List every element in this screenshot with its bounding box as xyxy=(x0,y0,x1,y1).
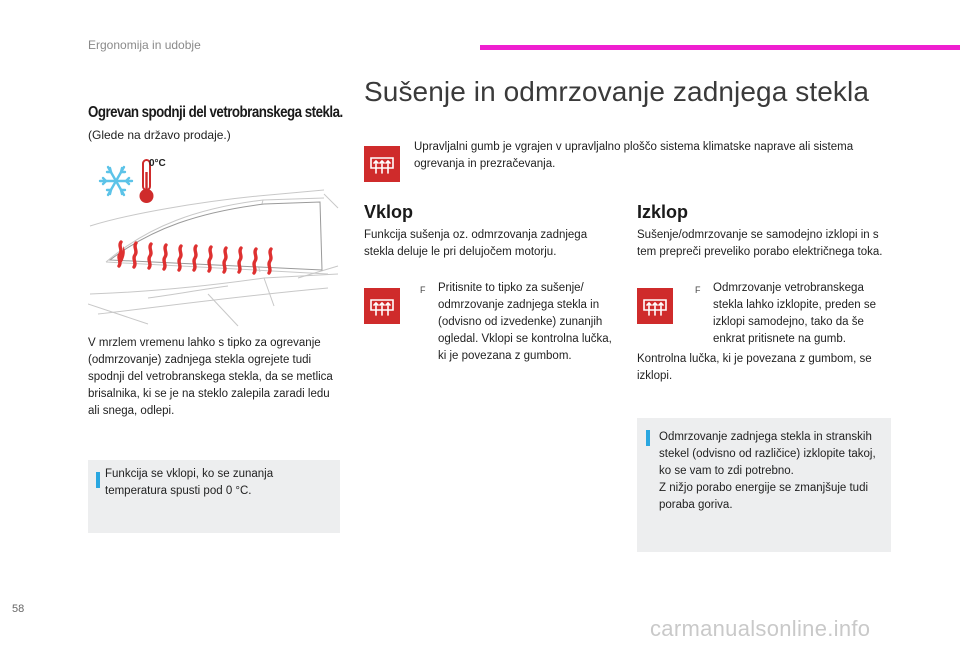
info-marker xyxy=(646,430,650,446)
izklop-after: Kontrolna lučka, ki je povezana z gumbom, se izklopi. xyxy=(637,353,872,382)
site-watermark: carmanualsonline.info xyxy=(650,616,871,641)
rear-defrost-icon xyxy=(364,146,400,182)
rear-defrost-glyph xyxy=(642,295,668,317)
izklop-title: Izklop xyxy=(637,202,689,222)
rear-defrost-button-icon-on xyxy=(364,288,400,324)
heated-windscreen-title: Ogrevan spodnji del vetrobranskega stekla. xyxy=(88,104,343,121)
izklop-text: Sušenje/odmrzovanje se samodejno izklopi in s tem prepreči preveliko porabo električnega toka. xyxy=(637,229,883,258)
info-box-energy xyxy=(637,418,891,552)
vklop-step: Pritisnite to tipko za sušenje/ odmrzovanje zadnjega stekla in (odvisno od izvedenke) zunanjih ogledal. Vklopi se kontrolna lučka, ki je povezana z gumbom. xyxy=(438,282,612,362)
page-number: 58 xyxy=(12,603,25,615)
vklop-title: Vklop xyxy=(364,202,414,222)
info-text-energy-2: Z nižjo porabo energije se zmanjšuje tudi poraba goriva. xyxy=(659,482,869,511)
info-marker xyxy=(96,472,100,488)
section-accent-bar xyxy=(480,45,960,50)
info-text-temperature: Funkcija se vklopi, ko se zunanja temperatura spusti pod 0 °C. xyxy=(105,468,274,497)
vklop-bullet: F xyxy=(420,285,426,295)
info-text-energy-1: Odmrzovanje zadnjega stekla in stranskih stekel (odvisno od različice) izklopite takoj, ko se vam to zdi potrebno. xyxy=(659,431,876,477)
rear-defrost-glyph xyxy=(369,153,395,175)
rear-defrost-glyph xyxy=(369,295,395,317)
heated-windscreen-description: V mrzlem vremenu lahko s tipko za ogrevanje (odmrzovanje) zadnjega stekla ogrejete tudi spodnji del vetrobranskega stekla, da se metlica brisalnika, ki se je na steklo zalepila zaradi ledu ali snega, odlepi. xyxy=(88,337,333,417)
izklop-step: Odmrzovanje vetrobranskega stekla lahko izklopite, preden se izklopi samodejno, tako da še enkrat pritisnete na gumb. xyxy=(713,282,877,345)
control-intro: Upravljalni gumb je vgrajen v upravljalno ploščo sistema klimatske naprave ali sistema ogrevanja in prezračevanja. xyxy=(414,141,854,170)
country-note: (Glede na državo prodaje.) xyxy=(88,128,231,142)
temperature-label: 0°C xyxy=(149,158,166,169)
page-main-title: Sušenje in odmrzovanje zadnjega stekla xyxy=(364,76,869,107)
info-box-temperature xyxy=(88,460,340,533)
rear-defrost-button-icon-off xyxy=(637,288,673,324)
izklop-bullet: F xyxy=(695,285,701,295)
vklop-text: Funkcija sušenja oz. odmrzovanja zadnjega stekla deluje le pri delujočem motorju. xyxy=(364,229,588,258)
windscreen-illustration xyxy=(88,186,340,328)
section-title: Ergonomija in udobje xyxy=(88,38,201,52)
